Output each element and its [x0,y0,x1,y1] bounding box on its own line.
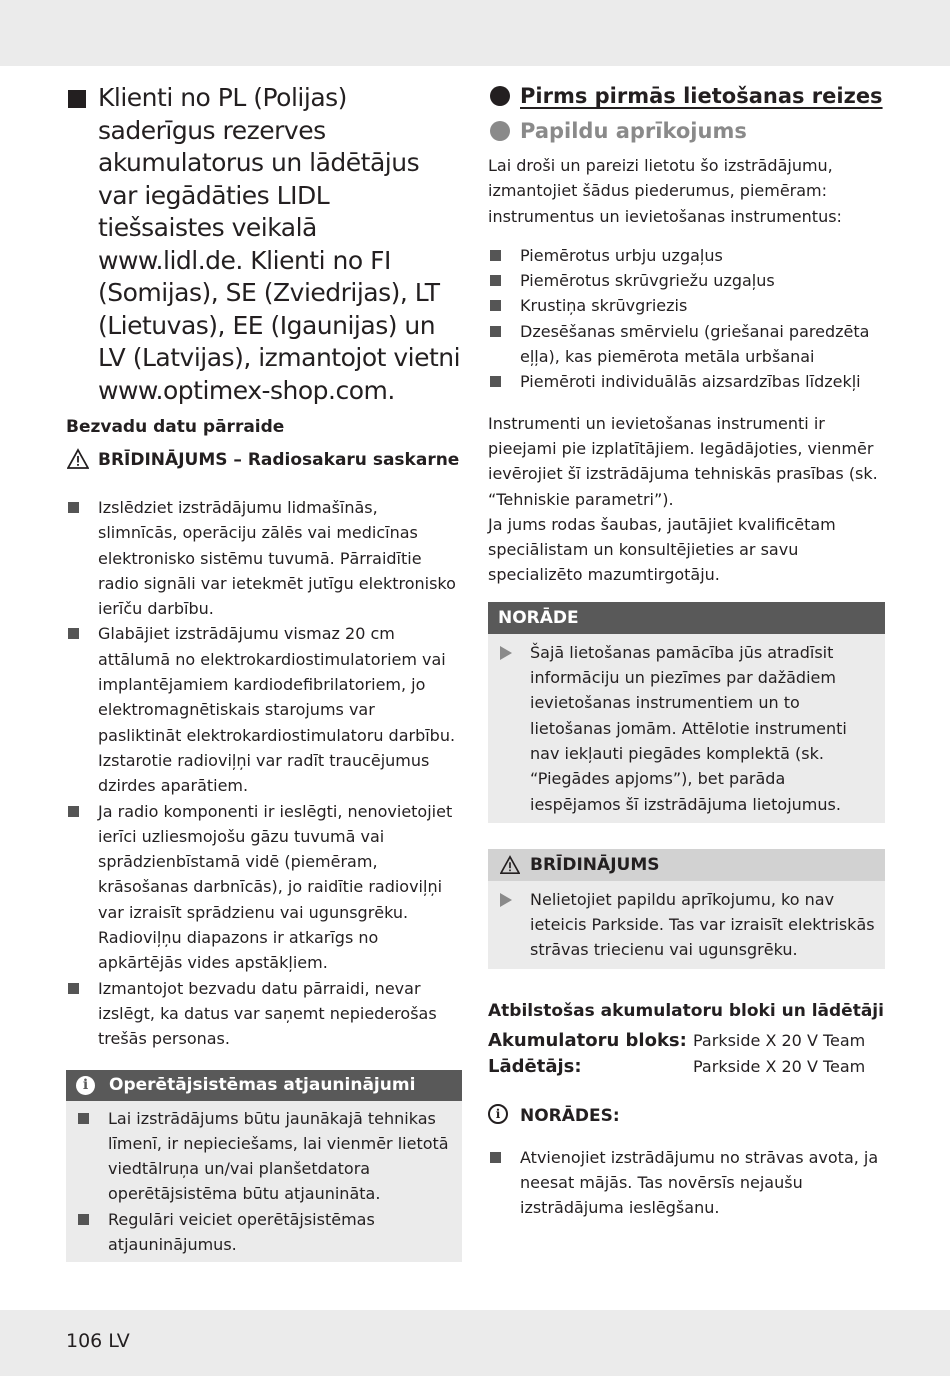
circle-bullet-icon [490,121,510,141]
page-number: 106 LV [66,1330,130,1352]
note-heading: NORĀDE [488,602,885,634]
spec-row [488,1028,885,1054]
square-bullet-icon [490,376,501,387]
spec-row [488,1054,885,1080]
list-item: Ja radio komponenti ir ieslēgti, nenovietojiet ierīci uzliesmojošu gāzu tuvumā vai sprādzienbīstamā vidē (piemēram, krāsošanas darbnīcās), jo raidītie radioviļņi var izraisīt sprādzienu vai ugunsgrēku. Radioviļņu diapazons ir atkarīgs no apkārtējās vides apstākļiem. [66,799,462,976]
footer-band [0,1310,950,1376]
list-item: Izslēdziet izstrādājumu lidmašīnās, slimnīcās, operāciju zālēs vai medicīnas elektronisko sistēmu tuvumā. Pārraidītie radio signāli var ietekmēt jutīgu elektronisko ierīču darbību. [66,495,462,621]
list-item: Nelietojiet papildu aprīkojumu, ko nav ieteicis Parkside. Tas var izraisīt elektriskās strāvas triecienu vai ugunsgrēku. [488,887,885,963]
square-bullet-icon [490,326,501,337]
list-item: Piemēroti individuālās aizsardzības līdzekļi [488,369,885,394]
advice-paragraph: Ja jums rodas šaubas, jautājiet kvalificētam speciālistam un konsultējieties ar savu specializēto mazumtirgotāju. [488,514,836,585]
square-bullet-icon [490,275,501,286]
list-item: Atvienojiet izstrādājumu no strāvas avota, ja neesat mājās. Tas novērsīs nejaušu izstrādājuma ieslēgšanu. [488,1145,885,1221]
info-icon: i [76,1076,95,1095]
list-item: Krustiņa skrūvgriezis [488,293,885,318]
wireless-heading: Bezvadu datu pārraide [66,417,285,437]
square-bullet-icon [78,1113,89,1124]
arrow-bullet-icon [500,646,512,660]
square-bullet-icon [68,983,79,994]
list-item: Glabājiet izstrādājumu vismaz 20 cm attālumā no elektrokardiostimulatoriem vai implantējamiem kardiodefibrilatoriem, jo elektromagnētiskais starojums var pasliktināt elektrokardiostimulatoru darbību. Izstarotie radioviļņi var radīt traucējumus dzirdes aparātiem. [66,621,462,798]
os-updates-box [66,1070,462,1263]
wireless-list [66,495,462,1052]
list-item: Regulāri veiciet operētājsistēmas atjauninājumus. [76,1207,454,1258]
compatible-heading: Atbilstošas akumulatoru bloki un lādētāji [488,1000,884,1021]
left-column [66,82,462,1262]
note-list [488,634,885,823]
accessories-intro: Lai droši un pareizi lietotu šo izstrādājumu, izmantojiet šādus piederumus, piemēram: instrumentus un ievietošanas instrumentus: [488,156,842,226]
square-bullet-icon [68,628,79,639]
list-item: Izmantojot bezvadu datu pārraidi, nevar izslēgt, ka datus var saņemt nepiederošas trešās personas. [66,976,462,1052]
warning-heading: BRĪDINĀJUMS [488,849,885,881]
header-band [0,0,950,66]
radio-warning-heading: BRĪDINĀJUMS – Radiosakaru saskarne [66,448,462,473]
list-item: Piemērotus skrūvgriežu uzgaļus [488,268,885,293]
warning-triangle-icon [500,855,520,875]
section-title: Pirms pirmās lietošanas reizes [488,80,885,112]
square-bullet-icon [490,250,501,261]
note-box [488,602,885,823]
square-bullet-icon [68,806,79,817]
square-bullet-icon [78,1214,89,1225]
notes-list [488,1145,885,1221]
warning-triangle-icon [67,448,89,470]
square-bullet-icon [68,502,79,513]
os-updates-list [66,1101,462,1263]
warning-list [488,881,885,969]
list-item: Šajā lietošanas pamācība jūs atradīsit informāciju un piezīmes par dažādiem ievietošanas instrumentiem un to lietošanas jomām. Attēlotie instrumenti nav iekļauti piegādes komplektā (sk. “Piegādes apjoms”), bet parāda iespējamos šī izstrādājuma lietojumus. [488,640,885,817]
right-column [488,80,885,1221]
os-updates-heading: i Operētājsistēmas atjauninājumi [66,1070,462,1101]
circle-bullet-icon [490,86,510,106]
arrow-bullet-icon [500,893,512,907]
list-item: Lai izstrādājums būtu jaunākajā tehnikas līmenī, ir nepieciešams, lai vienmēr lietotā viedtālruņa un/vai planšetdatora operētājsistēma būtu atjaunināta. [76,1106,454,1207]
subsection-title: Papildu aprīkojums [488,115,885,147]
compatible-specs [488,1028,885,1080]
list-item: Dzesēšanas smērvielu (griešanai paredzēta eļļa), kas piemērota metāla urbšanai [488,319,885,370]
square-bullet-icon [68,90,86,108]
info-icon: i [488,1104,508,1124]
notes-heading: i NORĀDES: [488,1104,885,1129]
accessories-list [488,243,885,395]
availability-note: Klienti no PL (Polijas) saderīgus rezerves akumulatorus un lādētājus var iegādāties LIDL tiešsaistes veikalā www.lidl.de. Klienti no FI (Somijas), SE (Zviedrijas), LT (Lietuvas), EE (Igaunijas) un LV (Latvijas), izmantojot vietni www.optimex-shop.com. [66,82,462,407]
spec-value: Parkside X 20 V Team [693,1030,866,1050]
spec-label: Lādētājs: [488,1055,582,1077]
spec-label: Akumulatoru bloks: [488,1029,687,1051]
tools-paragraph: Instrumenti un ievietošanas instrumenti ir pieejami pie izplatītājiem. Iegādājoties, vienmēr ievērojiet šī izstrādājuma tehniskās prasības (sk. “Tehniskie parametri”). [488,413,878,509]
square-bullet-icon [490,1152,501,1163]
list-item: Piemērotus urbju uzgaļus [488,243,885,268]
warning-box [488,849,885,969]
spec-value: Parkside X 20 V Team [693,1056,866,1076]
square-bullet-icon [490,300,501,311]
